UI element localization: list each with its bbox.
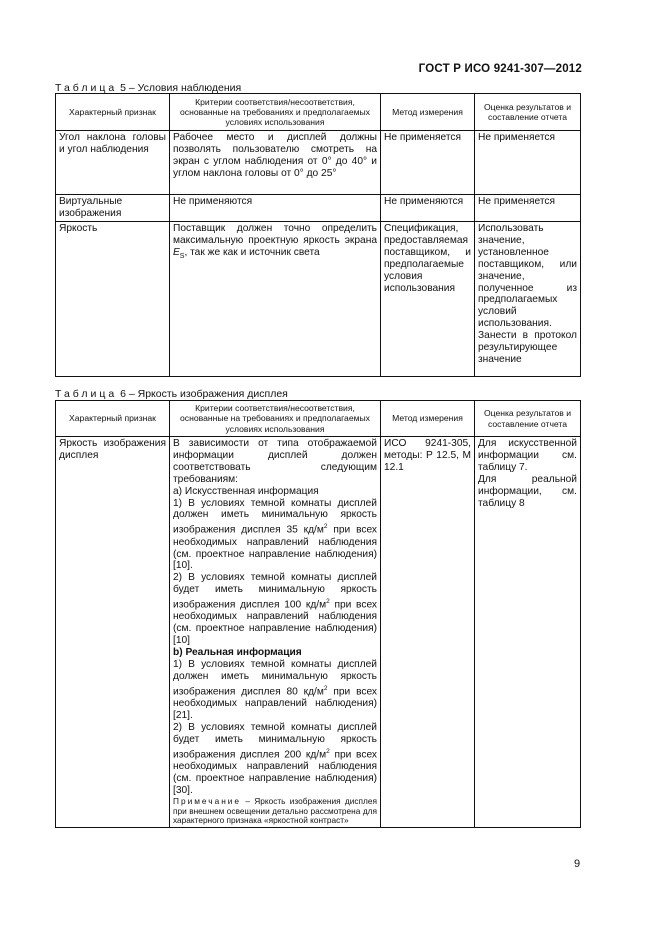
- subscript: S: [179, 252, 185, 260]
- evaluation-line-2: Для реальной информации, см. таблицу 8: [478, 473, 577, 509]
- criteria-item-a1: [173, 498, 377, 573]
- table-row: [56, 222, 581, 377]
- table5-cell: Не применяются: [170, 195, 381, 222]
- text-fragment: при всех необходимых направлений наблюдения (см. проектное направление наблюдения) [30].: [173, 749, 377, 796]
- criteria-item-a2: [173, 572, 377, 647]
- table5-cell: Использовать значение, установленное поставщиком, или значение, полученное из предполагаемых условий использования. Занести в протокол результирующее значение: [475, 222, 581, 377]
- table5-caption-number: 5: [120, 82, 126, 94]
- symbol: E: [173, 246, 180, 258]
- table6-header-col3: Метод измерения: [381, 401, 475, 437]
- table6-criteria-cell: [170, 437, 381, 828]
- criteria-heading-b: b) Реальная информация: [173, 647, 302, 659]
- table6-header-row: [56, 401, 581, 437]
- table5-header-col4: Оценка результатов и составление отчета: [475, 94, 581, 131]
- table6-header-col2: Критерии соответствия/несоответствия, основанные на требованиях и предполагаемых условиях использования: [170, 401, 381, 437]
- table5-cell: Угол наклона головы и угол наблюдения: [56, 131, 170, 195]
- table6-caption-number: 6: [120, 388, 126, 400]
- table5-cell: [170, 222, 381, 377]
- table5-cell: Не применяется: [475, 195, 581, 222]
- table5-caption-word: Таблица: [55, 82, 118, 94]
- text-fragment: , так же как и источник света: [184, 246, 320, 258]
- text-fragment: 1) В условиях темной комнаты дисплей должен иметь минимальную яркость изображения дисплея 35 кд/м: [173, 497, 377, 536]
- table6-header-col4: Оценка результатов и составление отчета: [475, 401, 581, 437]
- table-row: [56, 437, 581, 828]
- criteria-item-b1: [173, 659, 377, 722]
- text-fragment: Поставщик должен точно определить максимальную проектную яркость экрана: [173, 223, 377, 246]
- criteria-note: [173, 797, 377, 826]
- table5-header-col2: Критерии соответствия/несоответствия, основанные на требованиях и предполагаемых условиях использования: [170, 94, 381, 131]
- table5-cell: Рабочее место и дисплей должны позволять пользователю смотреть на экран с углом наблюдения от 0° до 40° и углом наклона головы от 0° до 25°: [170, 131, 381, 195]
- table6-cell: [475, 437, 581, 828]
- text-fragment: при всех необходимых направлений наблюдения (см. проектное направление наблюдения) [10]: [173, 599, 377, 647]
- note-text: – Яркость изображения дисплея при внешнем освещении детально рассмотрена для характерного признака «яркостной контраст»: [173, 795, 377, 826]
- text-fragment: при всех необходимых направлений наблюдения (см. проектное направление наблюдения) [10].: [173, 524, 377, 572]
- table5-cell: Не применяется: [475, 131, 581, 195]
- table5-cell: Яркость: [56, 222, 170, 377]
- superscript: 2: [326, 747, 330, 755]
- table5: [55, 93, 581, 377]
- table5-cell: Не применяются: [381, 195, 475, 222]
- superscript: 2: [323, 523, 328, 531]
- table6-cell: ИСО 9241-305, методы: Р 12.5, М 12.1: [381, 437, 475, 828]
- table5-header-col3: Метод измерения: [381, 94, 475, 131]
- table-row: [56, 195, 581, 222]
- page-number: 9: [574, 858, 581, 870]
- criteria-heading-a: а) Искусственная информация: [173, 485, 319, 497]
- document-code: ГОСТ Р ИСО 9241-307—2012: [418, 63, 582, 75]
- table6: [55, 400, 581, 828]
- text-fragment: 2) В условиях темной комнаты дисплей будет иметь минимальную яркость изображения дисплея 100 кд/м: [173, 572, 377, 611]
- table5-cell: Виртуальные изображения: [56, 195, 170, 222]
- text-fragment: 1) В условиях темной комнаты дисплей должен иметь минимальную яркость изображения дисплея 80 кд/м: [173, 659, 377, 698]
- text-fragment: 2) В условиях темной комнаты дисплей будет иметь минимальную яркость изображения дисплея 200 кд/м: [173, 722, 377, 761]
- table-row: [56, 131, 581, 195]
- criteria-intro: В зависимости от типа отображаемой информации дисплей должен соответствовать следующим требованиям:: [173, 438, 377, 485]
- note-label: Примечание: [173, 795, 242, 806]
- table5-caption-title: – Условия наблюдения: [128, 82, 242, 94]
- superscript: 2: [323, 684, 328, 692]
- table6-cell: Яркость изображения дисплея: [56, 437, 170, 828]
- table6-header-col1: Характерный признак: [56, 401, 170, 437]
- table5-cell: Спецификация, предоставляемая поставщиком, и предполагаемые условия использования: [381, 222, 475, 377]
- text-fragment: при всех необходимых направлений наблюдения) [21].: [173, 686, 377, 722]
- table6-caption-title: – Яркость изображения дисплея: [128, 388, 288, 400]
- superscript: 2: [326, 598, 330, 606]
- table5-cell: Не применяется: [381, 131, 475, 195]
- evaluation-line-1: Для искусственной информации см. таблицу 7.: [478, 438, 577, 473]
- criteria-item-b2: [173, 722, 377, 797]
- table6-caption: [55, 388, 288, 400]
- table5-header-row: [56, 94, 581, 131]
- table6-caption-word: Таблица: [55, 388, 118, 400]
- table5-header-col1: Характерный признак: [56, 94, 170, 131]
